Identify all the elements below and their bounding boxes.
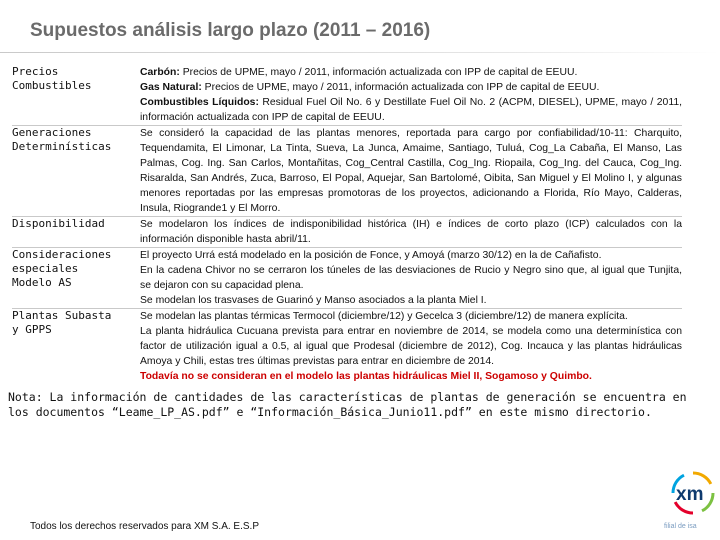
row-body <box>140 65 682 126</box>
logo-text: xm <box>676 484 704 505</box>
row-body: Se consideró la capacidad de las plantas menores, reportada para cargo por confiabilidad/10-11: Charquito, Tequendamita, El Limonar, La Tinta, Sueva, La Junca, Amaime, Santiago, Tuluá, Cog_La Cabaña, El Manso, Las Palmas, Cog. Ing. San Carlos, Montañitas, Cog_Central Castilla, Cog_Ing. Riopaila, Cog_Ing. del Cauca, Cog_Ing. Risaralda, San Andrés, Zuca, Barroso, El Popal, Aquejar, San Bartolomé, Oibita, San Miguel y El Molino I, y algunas menores reportadas por las empresas promotoras de los proyectos, adicionando a Florida, Río Mayo, Calderas, Insula, Riogrande1 y El Morro. <box>140 128 682 214</box>
row-label: Plantas Subasta y GPPS <box>12 309 112 336</box>
inline-bold: Gas Natural: <box>140 82 202 93</box>
inline-text: Precios de UPME, mayo / 2011, información actualizada con IPP de capital de EEUU. <box>179 67 578 78</box>
row-label: Disponibilidad <box>12 217 105 230</box>
footnote: Nota: La información de cantidades de las características de plantas de generación se encuentra en los documentos “Leame_LP_AS.pdf” e “Información_Básica_Junio11.pdf” en este mismo directorio. <box>8 390 687 419</box>
row-label: Precios Combustibles <box>12 65 92 92</box>
table-row <box>12 309 682 385</box>
paragraph: Se modelan los trasvases de Guarinó y Manso asociados a la planta Miel I. <box>140 295 487 306</box>
paragraph: El proyecto Urrá está modelado en la posición de Fonce, y Amoyá (marzo 30/12) en la de Cañafisto. <box>140 250 602 261</box>
paragraph: En la cadena Chivor no se cerraron los túneles de las desviaciones de Rucio y Negro sino que, al igual que Tunjita, se dejaron con su capacidad plena. <box>140 265 682 291</box>
table-row <box>12 248 682 309</box>
row-body <box>140 309 682 385</box>
inline-text: Precios de UPME, mayo / 2011, información actualizada con IPP de capital de EEUU. <box>201 82 600 93</box>
logo-subtitle: filial de isa <box>664 523 697 530</box>
red-warning-note: Todavía no se consideran en el modelo las plantas hidráulicas Miel II, Sogamoso y Quimbo. <box>140 371 592 382</box>
inline-bold: Carbón: <box>140 67 180 78</box>
row-body <box>140 248 682 309</box>
page-title: Supuestos análisis largo plazo (2011 – 2016) <box>30 20 431 41</box>
table-row <box>12 65 682 126</box>
table-row <box>12 126 682 217</box>
table-row <box>12 217 682 248</box>
inline-bold: Combustibles Líquidos: <box>140 97 259 108</box>
paragraph: Se modelan las plantas térmicas Termocol (diciembre/12) y Gecelca 3 (diciembre/12) de manera explícita. <box>140 311 628 322</box>
inline-text: Residual Fuel Oil No. 6 y Destillate Fuel Oil No. 2 (ACPM, DIESEL), UPME, mayo / 2011, información actualizada con IPP de capital de EEUU. <box>140 97 683 123</box>
title-divider <box>0 52 720 53</box>
row-label: Generaciones Determinísticas <box>12 126 112 153</box>
row-label: Consideraciones especiales Modelo AS <box>12 248 112 289</box>
row-body: Se modelaron los índices de indisponibilidad histórica (IH) e índices de corto plazo (ICP) calculados con la información disponible hasta abril/11. <box>140 219 682 245</box>
assumptions-table <box>12 65 682 384</box>
copyright-footer: Todos los derechos reservados para XM S.A. E.S.P <box>30 521 259 532</box>
paragraph: La planta hidráulica Cucuana prevista para entrar en noviembre de 2014, se modela como una determinística con factor de utilización igual a 0.5, al igual que Prodesal (diciembre de 2012), Cog. Incauca y las plantas hidráulicas Amoya y Chili, estas tres últimas previstas para entrar en diciembre de 2014. <box>140 326 682 367</box>
